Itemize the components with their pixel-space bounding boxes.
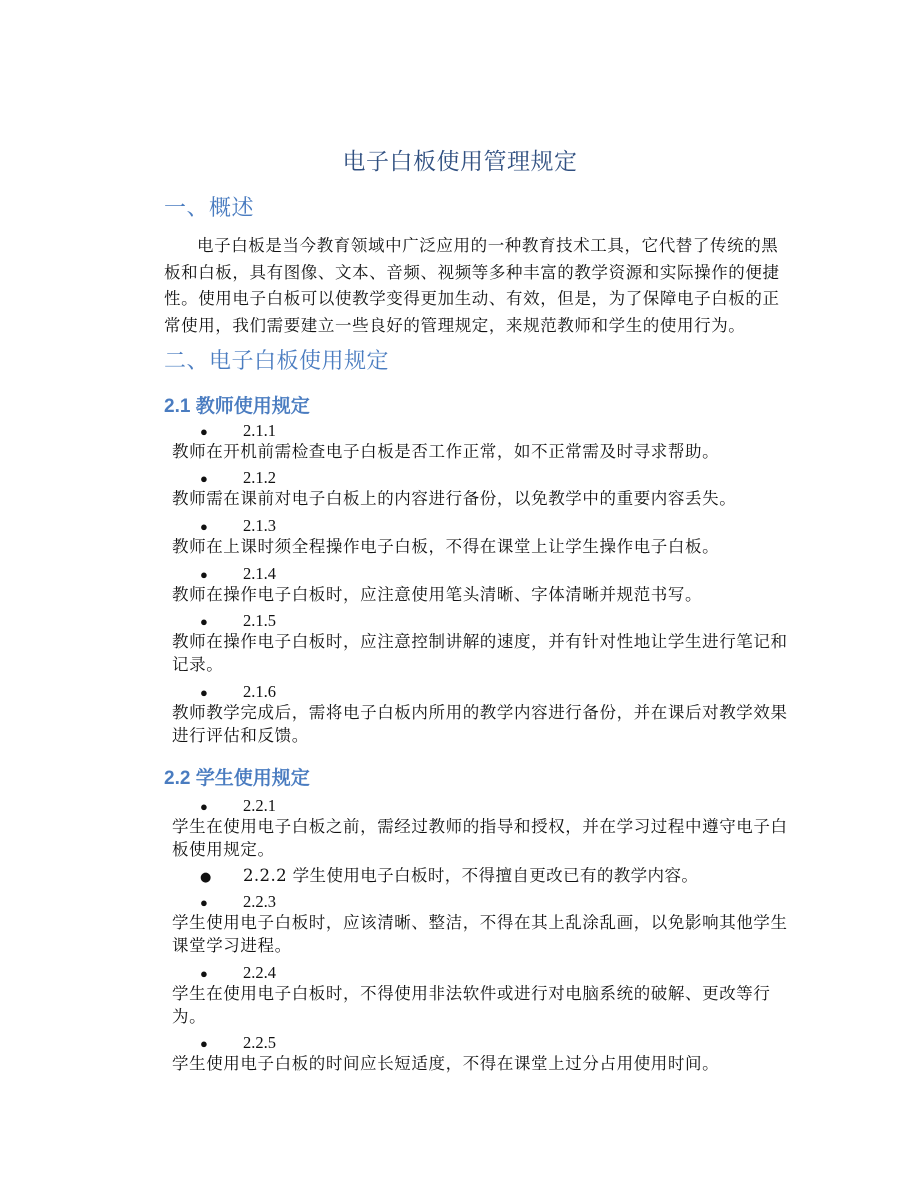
- list-item-bullet: [200, 516, 276, 536]
- bullet-icon: ●: [200, 966, 208, 981]
- list-item-text: 教师在上课时须全程操作电子白板，不得在课堂上让学生操作电子白板。: [172, 537, 720, 556]
- list-item-text: 学生使用电子白板时，应该清晰、整洁，不得在其上乱涂乱画，以免影响其他学生课堂学习进程。: [172, 913, 788, 955]
- bullet-icon: ●: [200, 519, 208, 534]
- list-item-bullet: [200, 796, 276, 816]
- item-number: 2.2.1: [243, 796, 276, 815]
- item-number: 2.1.1: [243, 421, 276, 440]
- bullet-icon: ●: [200, 799, 208, 814]
- bullet-icon: ●: [200, 895, 208, 910]
- bullet-icon: ●: [200, 424, 208, 439]
- item-number: 2.2.3: [243, 892, 276, 911]
- list-item-bullet: [200, 468, 276, 488]
- list-item-text: 学生在使用电子白板时，不得使用非法软件或进行对电脑系统的破解、更改等行为。: [172, 984, 771, 1026]
- bullet-icon: ●: [200, 870, 212, 885]
- bullet-icon: ●: [200, 567, 208, 582]
- list-item-bullet: [200, 866, 790, 886]
- list-item-bullet: [200, 1033, 276, 1053]
- item-number: 2.2.2: [243, 866, 287, 885]
- document-title: 电子白板使用管理规定: [342, 149, 578, 175]
- list-item-text: 教师在开机前需检查电子白板是否工作正常，如不正常需及时寻求帮助。: [172, 442, 720, 461]
- item-number: 2.2.5: [243, 1033, 276, 1052]
- item-number: 2.1.4: [243, 564, 276, 583]
- item-number: 2.1.5: [243, 611, 276, 630]
- list-item-bullet: [200, 892, 276, 912]
- list-item-text: 教师教学完成后，需将电子白板内所用的教学内容进行备份，并在课后对教学效果进行评估和反馈。: [172, 703, 788, 745]
- bullet-icon: ●: [200, 685, 208, 700]
- section-heading-rules: 二、电子白板使用规定: [164, 349, 390, 374]
- list-item-bullet: [200, 421, 276, 441]
- section-heading-overview: 一、概述: [164, 196, 255, 221]
- bullet-icon: ●: [200, 1036, 208, 1051]
- item-number: 2.1.6: [243, 682, 276, 701]
- list-item-text: 教师在操作电子白板时，应注意控制讲解的速度，并有针对性地让学生进行笔记和记录。: [172, 632, 788, 674]
- subsection-heading-student: 2.2 学生使用规定: [164, 768, 310, 789]
- bullet-icon: ●: [200, 471, 208, 486]
- subsection-heading-teacher: 2.1 教师使用规定: [164, 396, 310, 417]
- list-item-text: 学生使用电子白板时，不得擅自更改已有的教学内容。: [292, 866, 699, 885]
- list-item-text: 教师需在课前对电子白板上的内容进行备份，以免教学中的重要内容丢失。: [172, 489, 737, 508]
- bullet-icon: ●: [200, 614, 208, 629]
- list-item-text: 学生使用电子白板的时间应长短适度，不得在课堂上过分占用使用时间。: [172, 1054, 720, 1073]
- list-item-text: 教师在操作电子白板时，应注意使用笔头清晰、字体清晰并规范书写。: [172, 585, 703, 604]
- overview-paragraph: 电子白板是当今教育领域中广泛应用的一种教育技术工具，它代替了传统的黑板和白板，具有图像、文本、音频、视频等多种丰富的教学资源和实际操作的便捷性。使用电子白板可以使教学变得更加生动、有效，但是，为了保障电子白板的正常使用，我们需要建立一些良好的管理规定，来规范教师和学生的使用行为。: [164, 236, 780, 335]
- item-number: 2.1.3: [243, 516, 276, 535]
- item-number: 2.2.4: [243, 963, 276, 982]
- item-number: 2.1.2: [243, 468, 276, 487]
- list-item-bullet: [200, 564, 276, 584]
- list-item-bullet: [200, 611, 276, 631]
- list-item-bullet: [200, 682, 276, 702]
- list-item-text: 学生在使用电子白板之前，需经过教师的指导和授权，并在学习过程中遵守电子白板使用规定。: [172, 817, 788, 859]
- list-item-bullet: [200, 963, 276, 983]
